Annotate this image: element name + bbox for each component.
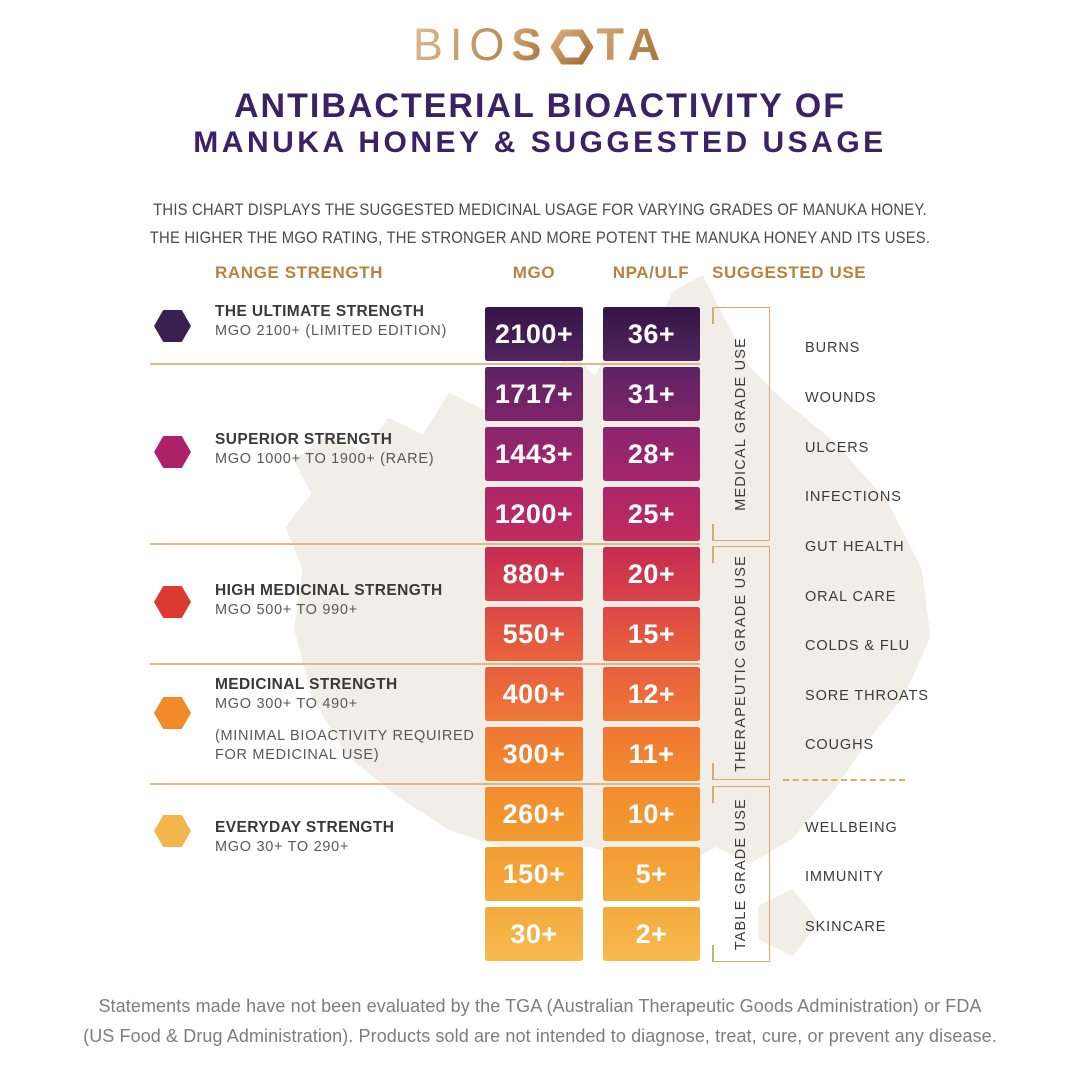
npa-value: 10+ bbox=[627, 798, 676, 829]
suggested-use-item: ULCERS bbox=[805, 440, 870, 456]
npa-value-badge bbox=[603, 307, 700, 361]
npa-value-badge bbox=[603, 727, 700, 781]
suggested-use-item: COUGHS bbox=[805, 737, 875, 753]
grade-use-bracket bbox=[712, 786, 770, 962]
column-header-mgo: MGO bbox=[512, 263, 556, 282]
mgo-value: 150+ bbox=[502, 858, 566, 889]
logo-ta-text: TA bbox=[596, 19, 668, 70]
mgo-value: 1717+ bbox=[494, 378, 574, 409]
suggested-use-item: WOUNDS bbox=[805, 390, 877, 406]
group-separator-line bbox=[150, 783, 700, 785]
mgo-value-badge bbox=[485, 487, 583, 541]
suggested-use-item: BURNS bbox=[805, 340, 861, 356]
strength-name: THE ULTIMATE STRENGTH bbox=[215, 303, 425, 320]
mgo-value: 30+ bbox=[510, 918, 558, 949]
mgo-value: 260+ bbox=[502, 798, 566, 829]
strength-hexagon-icon bbox=[154, 586, 191, 618]
npa-value: 31+ bbox=[627, 378, 676, 409]
biosota-logo bbox=[0, 20, 1080, 70]
npa-value-badge bbox=[603, 367, 700, 421]
npa-value: 12+ bbox=[627, 678, 676, 709]
group-separator-line bbox=[150, 663, 700, 665]
mgo-value-badge bbox=[485, 607, 583, 661]
intro-text-line2: THE HIGHER THE MGO RATING, THE STRONGER AND MORE POTENT THE MANUKA HONEY AND ITS USES. bbox=[149, 229, 931, 247]
logo-hexagon-o-icon bbox=[551, 28, 593, 66]
npa-value-badge bbox=[603, 667, 700, 721]
mgo-value: 400+ bbox=[502, 678, 566, 709]
npa-value-badge bbox=[603, 847, 700, 901]
npa-value: 5+ bbox=[635, 858, 668, 889]
npa-value-badge bbox=[603, 547, 700, 601]
disclaimer-line1: Statements made have not been evaluated by the TGA (Australian Therapeutic Goods Administration) or FDA bbox=[98, 996, 982, 1016]
mgo-value: 300+ bbox=[502, 738, 566, 769]
mgo-value: 1443+ bbox=[494, 438, 574, 469]
npa-value-badge bbox=[603, 427, 700, 481]
mgo-value-badge bbox=[485, 547, 583, 601]
grade-use-bracket bbox=[712, 307, 770, 541]
mgo-value: 1200+ bbox=[494, 498, 574, 529]
mgo-value-badge bbox=[485, 787, 583, 841]
strength-range: MGO 300+ TO 490+ bbox=[215, 696, 358, 712]
grade-use-label: MEDICAL GRADE USE bbox=[732, 337, 749, 511]
strength-name: MEDICINAL STRENGTH bbox=[215, 676, 398, 693]
mgo-value: 550+ bbox=[502, 618, 566, 649]
suggested-use-item: IMMUNITY bbox=[805, 869, 884, 885]
grade-use-label: TABLE GRADE USE bbox=[732, 797, 749, 951]
npa-value-badge bbox=[603, 907, 700, 961]
strength-name: EVERYDAY STRENGTH bbox=[215, 819, 395, 836]
npa-value: 15+ bbox=[627, 618, 676, 649]
npa-value: 28+ bbox=[627, 438, 676, 469]
grade-use-label: THERAPEUTIC GRADE USE bbox=[732, 554, 749, 772]
strength-range: MGO 500+ TO 990+ bbox=[215, 602, 358, 618]
page-title-line2: MANUKA HONEY & SUGGESTED USAGE bbox=[193, 126, 887, 159]
mgo-value-badge bbox=[485, 847, 583, 901]
npa-value: 25+ bbox=[627, 498, 676, 529]
grade-use-bracket bbox=[712, 546, 770, 780]
npa-value-badge bbox=[603, 607, 700, 661]
strength-hexagon-icon bbox=[154, 815, 191, 847]
column-header-npa-ulf: NPA/ULF bbox=[612, 263, 690, 282]
mgo-value-badge bbox=[485, 367, 583, 421]
dashed-separator-line bbox=[783, 779, 905, 781]
strength-range: MGO 30+ TO 290+ bbox=[215, 839, 350, 855]
mgo-value-badge bbox=[485, 427, 583, 481]
group-separator-line bbox=[150, 363, 700, 365]
npa-value: 20+ bbox=[627, 558, 676, 589]
mgo-value-badge bbox=[485, 907, 583, 961]
strength-hexagon-icon bbox=[154, 310, 191, 342]
npa-value: 2+ bbox=[635, 918, 668, 949]
logo-bio-text: BIO bbox=[412, 19, 512, 70]
npa-value: 11+ bbox=[628, 738, 675, 769]
column-header-range-strength: RANGE STRENGTH bbox=[215, 263, 384, 282]
mgo-value-badge bbox=[485, 307, 583, 361]
mgo-value: 2100+ bbox=[494, 318, 574, 349]
suggested-use-item: GUT HEALTH bbox=[805, 539, 905, 555]
group-separator-line bbox=[150, 543, 700, 545]
intro-text-line1: THIS CHART DISPLAYS THE SUGGESTED MEDICINAL USAGE FOR VARYING GRADES OF MANUKA HONEY. bbox=[153, 201, 927, 219]
suggested-use-item: WELLBEING bbox=[805, 820, 898, 836]
page-title-line1: ANTIBACTERIAL BIOACTIVITY OF bbox=[234, 87, 846, 125]
strength-hexagon-icon bbox=[154, 436, 191, 468]
npa-value-badge bbox=[603, 487, 700, 541]
mgo-value: 880+ bbox=[502, 558, 566, 589]
strength-name: HIGH MEDICINAL STRENGTH bbox=[215, 582, 443, 599]
suggested-use-item: INFECTIONS bbox=[805, 489, 902, 505]
mgo-value-badge bbox=[485, 727, 583, 781]
suggested-use-item: ORAL CARE bbox=[805, 589, 897, 605]
npa-value-badge bbox=[603, 787, 700, 841]
strength-hexagon-icon bbox=[154, 697, 191, 729]
suggested-use-item: SKINCARE bbox=[805, 919, 887, 935]
strength-range: MGO 1000+ TO 1900+ (RARE) bbox=[215, 451, 435, 467]
npa-value: 36+ bbox=[627, 318, 676, 349]
column-header-suggested-use: SUGGESTED USE bbox=[712, 263, 867, 282]
suggested-use-item: COLDS & FLU bbox=[805, 638, 910, 654]
strength-range: MGO 2100+ (LIMITED EDITION) bbox=[215, 323, 448, 339]
mgo-value-badge bbox=[485, 667, 583, 721]
strength-note: (MINIMAL BIOACTIVITY REQUIRED FOR MEDICINAL USE) bbox=[215, 728, 475, 763]
strength-name: SUPERIOR STRENGTH bbox=[215, 431, 393, 448]
logo-s-text: S bbox=[511, 19, 549, 70]
disclaimer-line2: (US Food & Drug Administration). Products sold are not intended to diagnose, treat, cure, or prevent any disease. bbox=[83, 1026, 997, 1046]
suggested-use-item: SORE THROATS bbox=[805, 688, 929, 704]
